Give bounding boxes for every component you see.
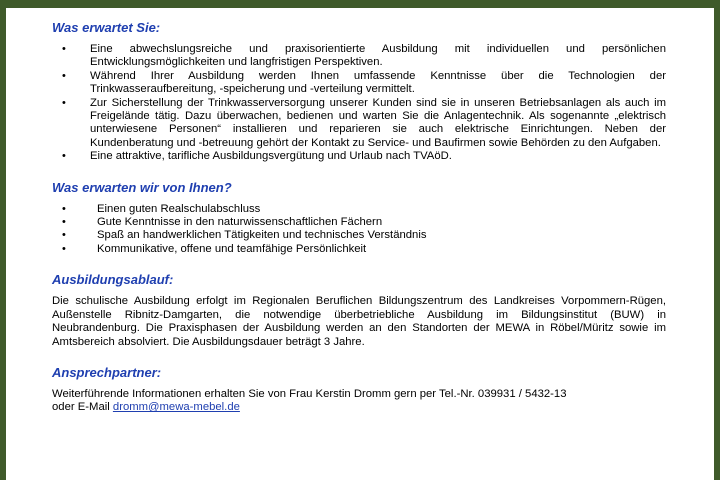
list-item (52, 243, 666, 256)
contact-line-1: Weiterführende Informationen erhalten Sie von Frau Kerstin Dromm gern per Tel.-Nr. 039931 / 5432-13 (52, 387, 567, 400)
list-item (52, 216, 666, 229)
requirements-list (52, 203, 666, 257)
page-border-left (0, 0, 6, 480)
list-item (52, 43, 666, 70)
page-border-top (0, 0, 720, 8)
bullet-icon: • (62, 202, 66, 215)
list-item-text: Einen guten Realschulabschluss (97, 202, 261, 215)
expectations-list (52, 43, 666, 164)
list-item (52, 70, 666, 97)
list-item (52, 203, 666, 216)
contact-text (52, 388, 666, 415)
bullet-icon: • (62, 229, 66, 242)
list-item-text: Gute Kenntnisse in den naturwissenschaftlichen Fächern (97, 216, 383, 229)
document-body (52, 20, 666, 415)
list-item-text: Eine abwechslungsreiche und praxisorientierte Ausbildung mit individuellen und persönlichen Entwicklungsmöglichkeiten und langfristigen Perspektiven. (90, 43, 666, 69)
list-item-text: Kommunikative, offene und teamfähige Persönlichkeit (97, 242, 367, 255)
list-item-text: Zur Sicherstellung der Trinkwasserversorgung unserer Kunden sind sie in unseren Betriebsanlagen als auch im Freigelände tätig. Dazu überwachen, bedienen und warten Sie die Anlagentechnik. Als sogenannte „elektrisch unterwiesene Personen“ installieren und reparieren sie auch elektrische Einrichtungen. Neben der Kundenberatung und -betreuung gehört der Kontakt zu Service- und Baufirmen sowie Behörden zu den Aufgaben. (90, 96, 666, 149)
section-heading-requirements: Was erwarten wir von Ihnen? (52, 179, 232, 195)
bullet-icon: • (62, 242, 66, 255)
list-item-text: Eine attraktive, tarifliche Ausbildungsvergütung und Urlaub nach TVAöD. (90, 150, 452, 163)
bullet-icon: • (62, 69, 66, 82)
list-item (52, 150, 666, 163)
page-border-right (714, 0, 720, 480)
section-heading-training-course: Ausbildungsablauf: (52, 272, 174, 288)
list-item (52, 229, 666, 242)
section-heading-contact: Ansprechpartner: (52, 364, 162, 380)
contact-email-link[interactable]: dromm@mewa-mebel.de (112, 401, 240, 414)
section-heading-expectations: Was erwartet Sie: (52, 20, 161, 35)
bullet-icon: • (62, 150, 66, 163)
bullet-icon: • (62, 43, 66, 55)
training-course-text: Die schulische Ausbildung erfolgt im Regionalen Beruflichen Bildungszentrum des Landkreises Vorpommern-Rügen, Außenstelle Ribnitz-Damgarten, die notwendige überbetriebliche Ausbildung im Bildungsinstitut (BUW) in Neubrandenburg. Die Praxisphasen der Ausbildung werden an den Standorten der MEWA in Röbel/Müritz sowie im Amtsbereich absolviert. Die Ausbildungsdauer beträgt 3 Jahre. (52, 295, 666, 348)
contact-line-2-prefix: oder E-Mail (52, 401, 113, 414)
list-item-text: Während Ihrer Ausbildung werden Ihnen umfassende Kenntnisse über die Technologien der Trinkwasseraufbereitung, -speicherung und -verteilung vermittelt. (90, 69, 666, 96)
bullet-icon: • (62, 216, 66, 229)
bullet-icon: • (62, 96, 66, 109)
list-item-text: Spaß an handwerklichen Tätigkeiten und technisches Verständnis (97, 229, 427, 242)
list-item (52, 97, 666, 151)
